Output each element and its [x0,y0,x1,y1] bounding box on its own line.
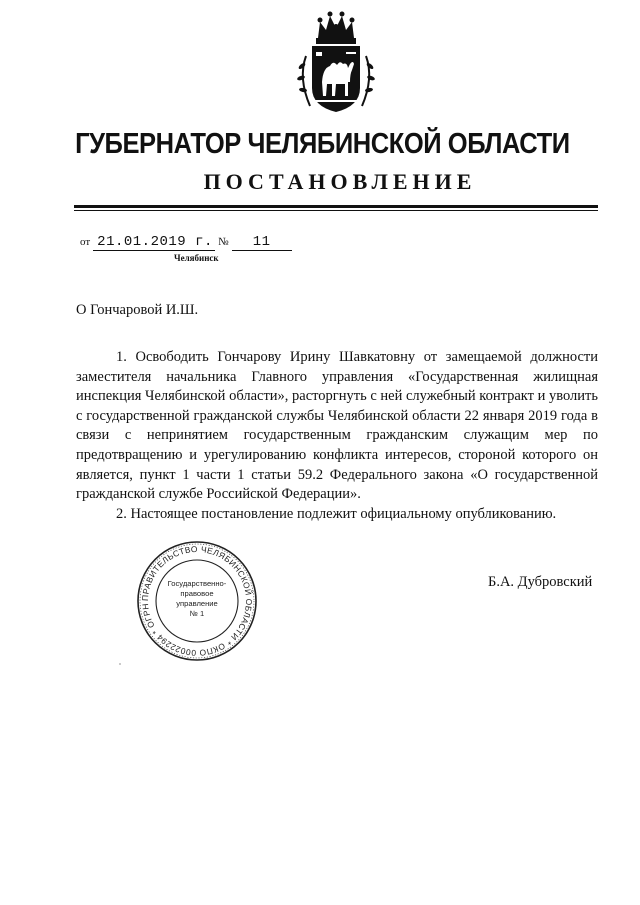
header-divider-thin [74,210,598,211]
stamp-inner-line-3: управление [176,599,218,608]
city-label: Челябинск [174,253,219,263]
stamp-inner-line-1: Государственно- [167,579,227,588]
scan-speck [119,663,121,665]
coat-of-arms-emblem [292,8,380,116]
document-number: 11 [232,234,292,251]
signatory-name: Б.А. Дубровский [488,574,593,590]
chelyabinsk-coat-of-arms-icon [292,8,380,116]
number-prefix-label: № [218,236,229,248]
official-stamp [136,540,258,662]
document-date: 21.01.2019 г. [93,234,215,251]
header-divider-thick [74,205,598,208]
document-subject: О Гончаровой И.Ш. [76,302,199,318]
stamp-inner-line-4: № 1 [189,609,205,618]
date-prefix-label: от [80,236,91,248]
stamp-outer-text: ПРАВИТЕЛЬСТВО ЧЕЛЯБИНСКОЙ ОБЛАСТИ * ОКПО 00022294 * ОГРН [139,543,255,659]
body-paragraph-2: 2. Настоящее постановление подлежит официальному опубликованию. [116,505,557,522]
org-title: ГУБЕРНАТОР ЧЕЛЯБИНСКОЙ ОБЛАСТИ [75,128,570,160]
document-body [76,348,598,524]
body-paragraph-1: 1. Освободить Гончарову Ирину Шавкатовну от замещаемой должности заместителя начальника Главного управления «Государственная жилищная инспекция Челябинской области», расторгнуть с ней служебный контракт и уволить с государственной гражданской службы Челябинской области 22 января 2019 года в связи с непринятием государственным гражданским служащим мер по предотвращению и урегулированию конфликта интересов, стороной которого он является, пункт 1 части 1 статьи 59.2 Федерального закона «О государственной гражданской службе Российской Федерации». [76,349,598,503]
document-type-title: ПОСТАНОВЛЕНИЕ [203,169,477,194]
date-number-line [77,234,292,251]
stamp-inner-line-2: правовое [180,589,214,598]
round-seal-icon [136,540,258,662]
